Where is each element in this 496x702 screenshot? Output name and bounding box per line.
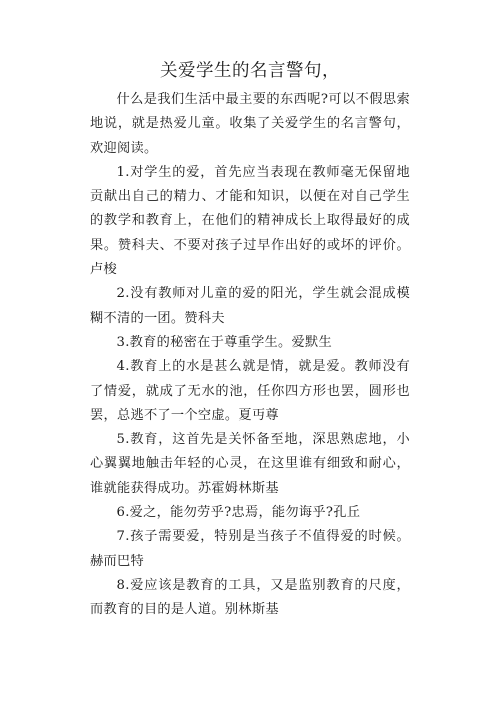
quote-paragraph-6: 6.爱之，能勿劳乎?忠焉，能勿诲乎?孔丘 (116, 505, 361, 521)
document-title: 关爱学生的名言警句， (160, 61, 340, 81)
quote-paragraph-5: 5.教育，这首先是关怀备至地，深思熟虑地，小心翼翼地触击年轻的心灵，在这里谁有细致和耐心，谁就能获得成功。苏霍姆林斯基 (90, 432, 410, 496)
intro-paragraph: 什么是我们生活中最主要的东西呢?可以不假思索地说，就是热爱儿童。收集了关爱学生的名言警句，欢迎阅读。 (90, 92, 410, 156)
quote-paragraph-4: 4.教育上的水是甚么就是情，就是爱。教师没有了情爱，就成了无水的池，任你四方形也罢，圆形也罢，总逃不了一个空虚。夏丏尊 (90, 359, 410, 423)
quote-paragraph-8: 8.爱应该是教育的工具，又是监别教育的尺度，而教育的目的是人道。别林斯基 (90, 577, 410, 618)
quote-paragraph-7: 7.孩子需要爱，特别是当孩子不值得爱的时候。赫而巴特 (90, 529, 410, 569)
document-page (90, 58, 410, 623)
quote-paragraph-1: 1.对学生的爱，首先应当表现在教师毫无保留地贡献出自己的精力、才能和知识，以便在对自己学生的教学和教育上，在他们的精神成长上取得最好的成果。赞科夫、不要对孩子过早作出好的或坏的评价。卢梭 (90, 164, 410, 278)
quote-paragraph-3: 3.教育的秘密在于尊重学生。爱默生 (116, 334, 332, 350)
quote-paragraph-2: 2.没有教师对儿童的爱的阳光，学生就会混成模糊不清的一团。赞科夫 (90, 286, 410, 326)
